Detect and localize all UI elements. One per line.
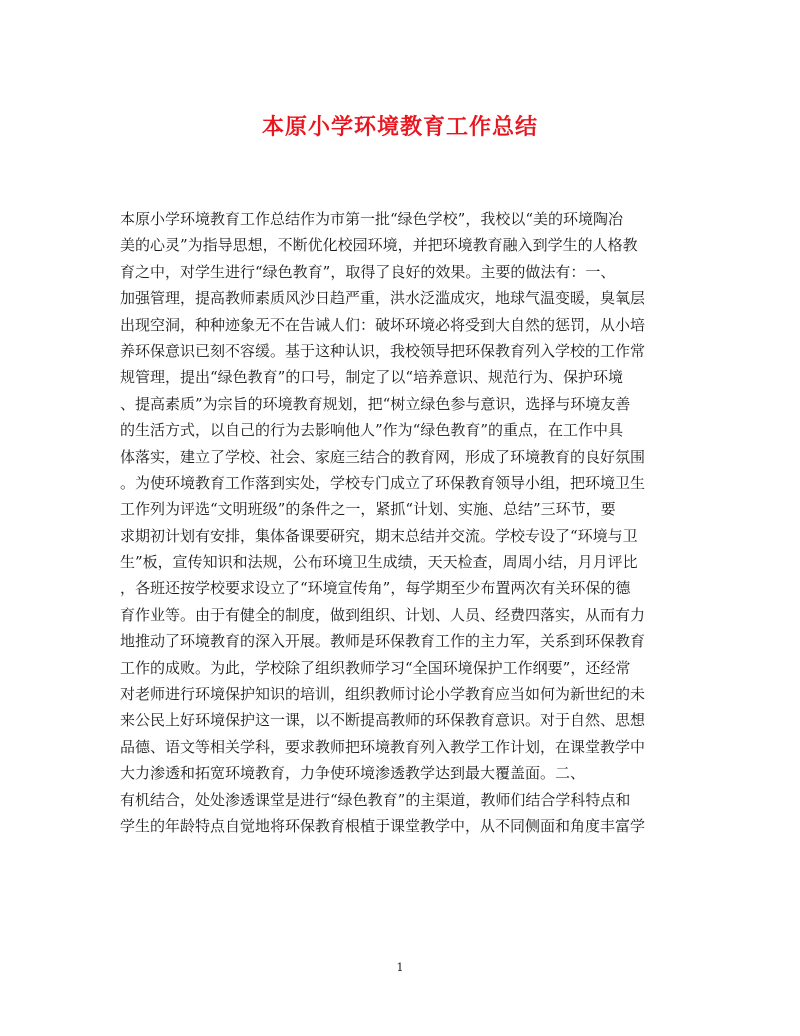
body-line: 养环保意识已刻不容缓。基于这种认识，我校领导把环保教育列入学校的工作常: [120, 341, 646, 360]
body-line: 品德、语文等相关学科，要求教师把环境教育列入教学工作计划，在课堂教学中: [120, 737, 646, 756]
body-line: 出现空洞，种种迹象无不在告诫人们：破坏环境必将受到大自然的惩罚，从小培: [120, 315, 646, 334]
body-line: 加强管理，提高教师素质风沙日趋严重，洪水泛滥成灾，地球气温变暖，臭氧层: [120, 289, 646, 308]
body-line: 大力渗透和拓宽环境教育，力争使环境渗透教学达到最大覆盖面。二、: [120, 764, 586, 783]
body-line: 美的心灵”为指导思想，不断优化校园环境，并把环境教育融入到学生的人格教: [120, 236, 638, 255]
body-line: 学生的年龄特点自觉地将环保教育根植于课堂教学中，从不同侧面和角度丰富学: [120, 816, 646, 835]
body-line: 育之中，对学生进行“绿色教育”，取得了良好的效果。主要的做法有：一、: [120, 262, 616, 281]
body-line: 本原小学环境教育工作总结作为市第一批“绿色学校”，我校以“美的环境陶冶: [120, 210, 624, 228]
body-line: 工作的成败。为此，学校除了组织教师学习“全国环境保护工作纲要”，还经常: [120, 658, 631, 677]
body-line: 工作列为评选“文明班级”的条件之一，紧抓“计划、实施、总结”三环节，要: [120, 500, 616, 519]
body-line: 规管理，提出“绿色教育”的口号，制定了以“培养意识、规范行为、保护环境: [120, 368, 624, 387]
body-line: 对老师进行环境保护知识的培训，组织教师讨论小学教育应当如何为新世纪的未: [120, 685, 646, 704]
body-line: 体落实，建立了学校、社会、家庭三结合的教育网，形成了环境教育的良好氛围: [120, 447, 646, 466]
body-line: 生”板，宣传知识和法规，公布环境卫生成绩，天天检查，周周小结，月月评比: [120, 553, 638, 572]
body-line: 、提高素质”为宗旨的环境教育规划，把“树立绿色参与意识，选择与环境友善: [120, 394, 631, 413]
body-line: 育作业等。由于有健全的制度，做到组织、计划、人员、经费四落实，从而有力: [120, 605, 646, 624]
body-line: 。为使环境教育工作落到实处，学校专门成立了环保教育领导小组，把环境卫生: [120, 473, 646, 492]
document-title: 本原小学环境教育工作总结: [261, 114, 538, 140]
body-line: 地推动了环境教育的深入开展。教师是环保教育工作的主力军，关系到环保教育: [120, 632, 646, 651]
body-line: 来公民上好环境保护这一课，以不断提高教师的环保教育意识。对于自然、思想: [120, 711, 646, 730]
body-line: ，各班还按学校要求设立了“环境宣传角”，每学期至少布置两次有关环保的德: [120, 579, 631, 598]
body-line: 的生活方式，以自己的行为去影响他人”作为“绿色教育”的重点，在工作中具: [120, 421, 624, 440]
body-line: 求期初计划有安排，集体备课要研究，期末总结并交流。学校专设了“环境与卫: [120, 526, 638, 545]
document-body: [120, 206, 680, 839]
body-line: 有机结合，处处渗透课堂是进行“绿色教育”的主渠道，教师们结合学科特点和: [120, 790, 631, 809]
page-number: 1: [396, 961, 404, 974]
